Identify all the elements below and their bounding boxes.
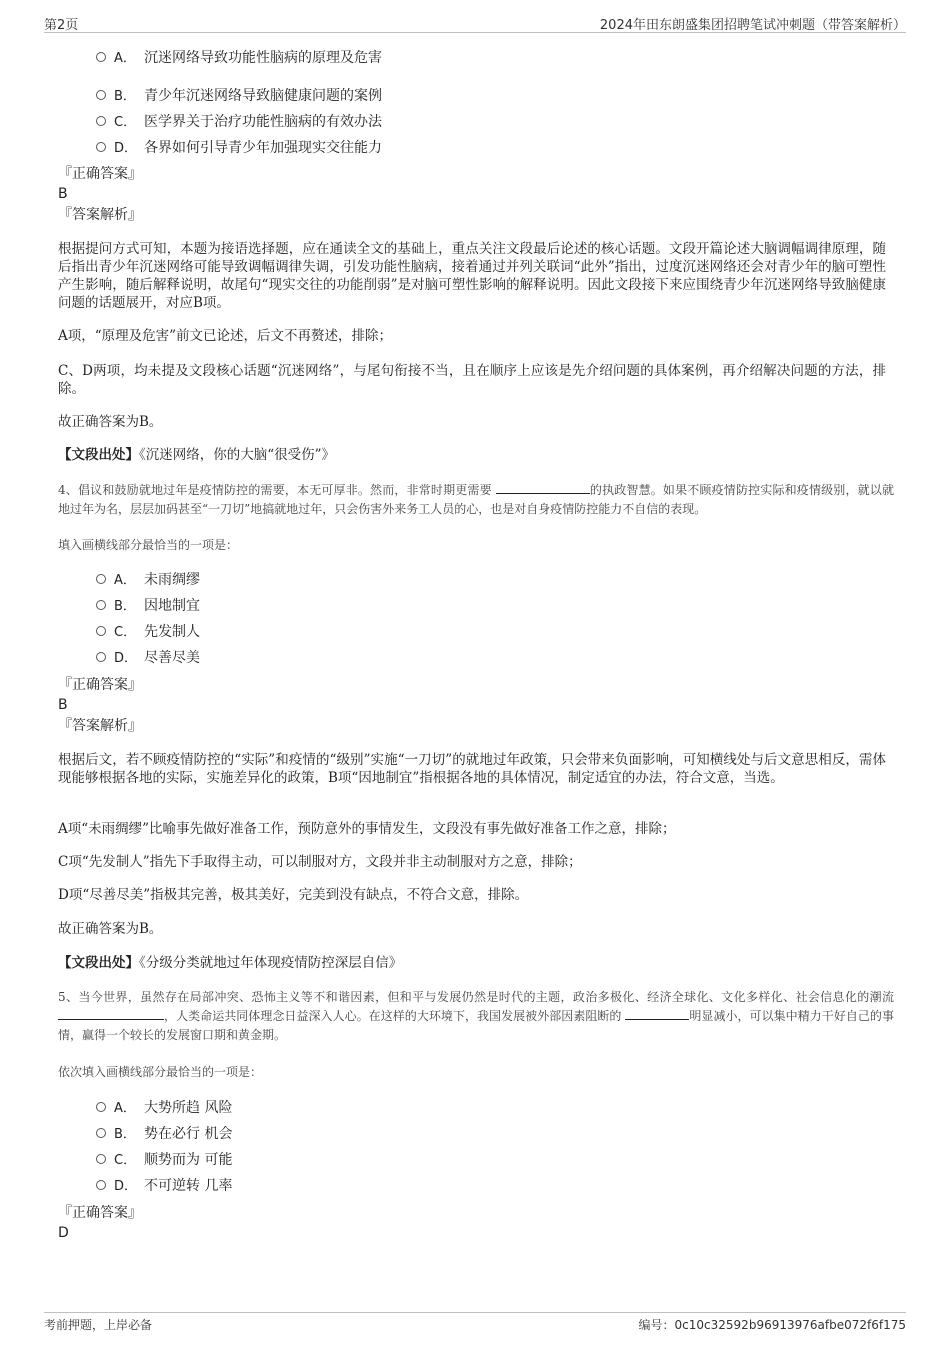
q5-option-c[interactable]: C． 顺势而为 可能	[96, 1150, 232, 1170]
option-text: 尽善尽美	[144, 650, 200, 666]
q4-answer: B	[58, 697, 68, 713]
q5-prompt: 依次填入画横线部分最恰当的一项是：	[58, 1065, 263, 1079]
page-number: 第2页	[44, 18, 79, 33]
answer-blank	[625, 1007, 689, 1020]
q3-option-c[interactable]: C． 医学界关于治疗功能性脑病的有效办法	[96, 112, 382, 132]
q5-option-a[interactable]: A． 大势所趋 风险	[96, 1098, 232, 1118]
option-text: 沉迷网络导致功能性脑病的原理及危害	[144, 50, 382, 66]
q3-analysis-label: 『答案解析』	[58, 207, 142, 223]
q3-analysis-p1: 根据提问方式可知，本题为接语选择题，应在通读全文的基础上，重点关注文段最后论述的核心话题。文段开篇论述大脑调幅调律原理，随后指出青少年沉迷网络可能导致调幅调律失调，引发功能性脑病，接着通过并列关联词“此外”指出，过度沉迷网络还会对青少年的脑可塑性产生影响，随后解释说明，故尾句“现实交往的功能削弱”是对脑可塑性影响的解释说明。因此文段接下来应围绕青少年沉迷网络导致脑健康问题的话题展开，对应B项。	[58, 241, 886, 311]
radio-icon[interactable]	[96, 626, 106, 636]
q3-analysis-p3: C、D两项，均未提及文段核心话题“沉迷网络”，与尾句衔接不当，且在顺序上应该是先介绍问题的具体案例，再介绍解决问题的方法，排除。	[58, 363, 886, 397]
radio-icon[interactable]	[96, 652, 106, 662]
q5-question-text: 5、当今世界，虽然存在局部冲突、恐怖主义等不和谐因素，但和平与发展仍然是时代的主题，政治多极化、经济全球化、文化多样化、社会信息化的潮流 ，人类命运共同体理念日益深入人心。在这样的大环境下，我国发展被外部因素阻断的 明显减小，可以集中精力干好自己的事情，赢得一个较长的发展窗口期和黄金期。	[58, 990, 894, 1042]
radio-icon[interactable]	[96, 1180, 106, 1190]
document-code: 编号：0c10c32592b96913976afbe072f6f175	[638, 1318, 906, 1332]
q3-option-b[interactable]: B． 青少年沉迷网络导致脑健康问题的案例	[96, 86, 382, 106]
option-text: 势在必行 机会	[144, 1126, 233, 1142]
q4-answer-label: 『正确答案』	[58, 677, 142, 693]
radio-icon[interactable]	[96, 1154, 106, 1164]
q4-source: 【文段出处】《分级分类就地过年体现疫情防控深层自信》	[58, 955, 403, 971]
footer-slogan: 考前押题，上岸必备	[44, 1318, 153, 1332]
q3-answer-label: 『正确答案』	[58, 166, 142, 182]
q4-analysis-p4: D项“尽善尽美”指极其完善，极其美好，完美到没有缺点，不符合文意，排除。	[58, 887, 529, 903]
option-text: 不可逆转 几率	[144, 1178, 233, 1194]
q3-source: 【文段出处】《沉迷网络，你的大脑“很受伤”》	[58, 447, 336, 463]
q3-answer: B	[58, 186, 68, 202]
answer-blank	[58, 1007, 164, 1020]
q4-option-a[interactable]: A． 未雨绸缪	[96, 570, 200, 590]
radio-icon[interactable]	[96, 1102, 106, 1112]
q3-analysis-p4: 故正确答案为B。	[58, 414, 163, 430]
q3-option-d[interactable]: D． 各界如何引导青少年加强现实交往能力	[96, 138, 382, 158]
option-text: 因地制宜	[144, 598, 200, 614]
option-text: 医学界关于治疗功能性脑病的有效办法	[144, 114, 382, 130]
option-text: 大势所趋 风险	[144, 1100, 233, 1116]
q5-answer: D	[58, 1225, 69, 1241]
option-text: 顺势而为 可能	[144, 1152, 233, 1168]
q5-option-d[interactable]: D． 不可逆转 几率	[96, 1176, 232, 1196]
radio-icon[interactable]	[96, 52, 106, 62]
q4-analysis-p2: A项“未雨绸缪”比喻事先做好准备工作，预防意外的事情发生，文段没有事先做好准备工作之意，排除；	[58, 821, 676, 837]
page-footer	[44, 1312, 906, 1335]
answer-blank	[496, 481, 590, 494]
option-text: 各界如何引导青少年加强现实交往能力	[144, 140, 382, 156]
radio-icon[interactable]	[96, 600, 106, 610]
q3-option-a[interactable]: A． 沉迷网络导致功能性脑病的原理及危害	[96, 48, 382, 68]
radio-icon[interactable]	[96, 574, 106, 584]
radio-icon[interactable]	[96, 90, 106, 100]
radio-icon[interactable]	[96, 116, 106, 126]
q4-option-c[interactable]: C． 先发制人	[96, 622, 200, 642]
q5-answer-label: 『正确答案』	[58, 1205, 142, 1221]
q4-question-text: 4、倡议和鼓励就地过年是疫情防控的需要，本无可厚非。然而，非常时期更需要 的执政智慧。如果不顾疫情防控实际和疫情级别，就以就地过年为名，层层加码甚至“一刀切”地搞就地过年，只会伤害外来务工人员的心，也是对自身疫情防控能力不自信的表现。	[58, 483, 894, 516]
q4-option-b[interactable]: B． 因地制宜	[96, 596, 200, 616]
page-header	[44, 12, 906, 33]
radio-icon[interactable]	[96, 142, 106, 152]
document-title: 2024年田东朗盛集团招聘笔试冲刺题（带答案解析）	[599, 18, 906, 33]
q4-prompt: 填入画横线部分最恰当的一项是：	[58, 538, 239, 552]
q4-analysis-label: 『答案解析』	[58, 718, 142, 734]
option-text: 未雨绸缪	[144, 572, 200, 588]
option-text: 青少年沉迷网络导致脑健康问题的案例	[144, 88, 382, 104]
q4-option-d[interactable]: D． 尽善尽美	[96, 648, 200, 668]
q4-analysis-p1: 根据后文，若不顾疫情防控的“实际”和疫情的“级别”实施“一刀切”的就地过年政策，只会带来负面影响，可知横线处与后文意思相反，需体现能够根据各地的实际，实施差异化的政策，B项“因地制宜”指根据各地的具体情况，制定适宜的办法，符合文意，当选。	[58, 752, 886, 786]
q5-option-b[interactable]: B． 势在必行 机会	[96, 1124, 232, 1144]
q4-analysis-p3: C项“先发制人”指先下手取得主动，可以制服对方，文段并非主动制服对方之意，排除；	[58, 854, 582, 870]
radio-icon[interactable]	[96, 1128, 106, 1138]
option-text: 先发制人	[144, 624, 200, 640]
q4-analysis-p5: 故正确答案为B。	[58, 921, 163, 937]
q3-analysis-p2: A项，“原理及危害”前文已论述，后文不再赘述，排除；	[58, 328, 393, 344]
